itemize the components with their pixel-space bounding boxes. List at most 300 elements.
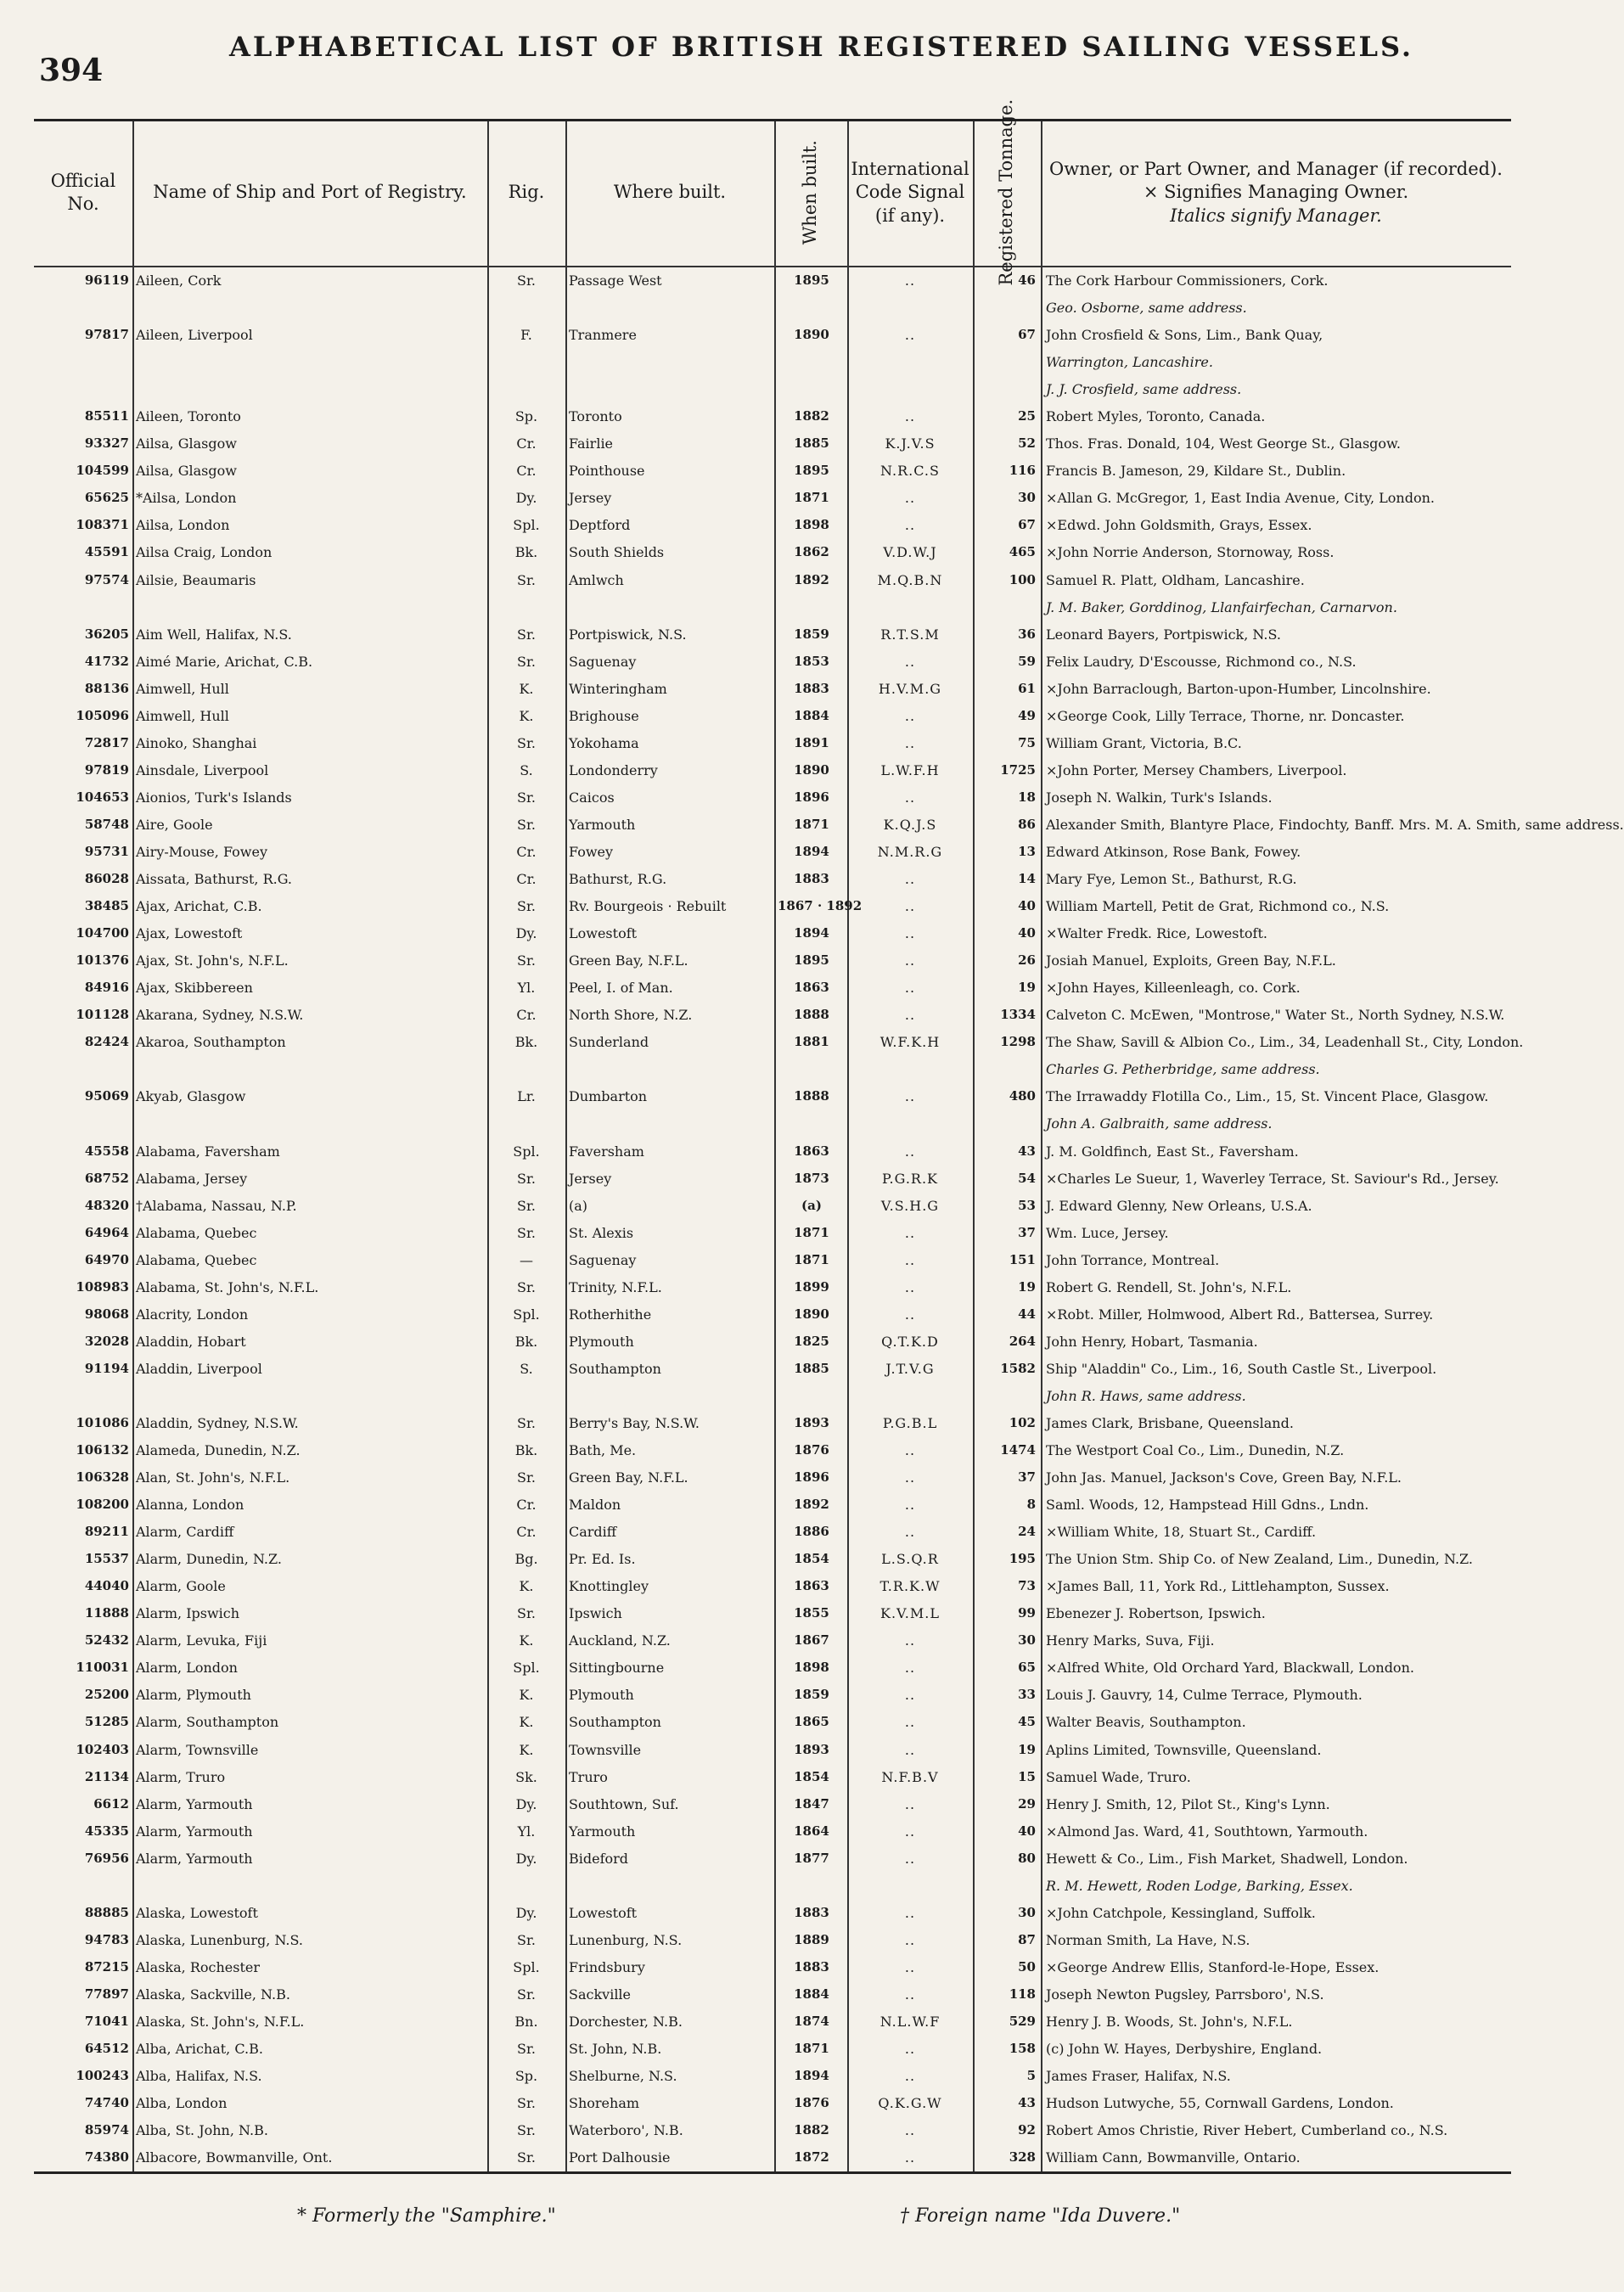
owner-cell: John Torrance, Montreal. [1046,1251,1220,1268]
when-built-cell: 1854 [794,1551,829,1567]
tonnage-cell: 19 [1018,1741,1036,1757]
where-built-cell: Plymouth [569,1687,634,1704]
official-number-cell: 58748 [84,816,129,832]
tonnage-cell: 30 [1018,1632,1036,1649]
tonnage-cell: 37 [1018,1224,1036,1240]
owner-cell: Louis J. Gauvry, 14, Culme Terrace, Plymouth. [1046,1687,1363,1704]
code-signal-cell: .. [904,1904,916,1921]
ship-name-cell: Ailsa, Glasgow [136,435,237,452]
footnote-foreign-name: † Foreign name "Ida Duvere." [900,2205,1181,2227]
ship-name-cell: Alan, St. John's, N.F.L. [136,1469,290,1486]
ship-name-cell: Alabama, Quebec [136,1251,257,1268]
tonnage-cell: 25 [1018,408,1036,424]
vessel-row [34,1851,1511,1867]
official-number-cell: 15537 [84,1551,129,1567]
official-number-cell: 88136 [84,680,129,696]
tonnage-cell: 1582 [1000,1360,1036,1376]
code-signal-cell: .. [904,1986,916,2003]
when-built-cell: 1863 [794,980,829,996]
owner-cell: John Crosfield & Sons, Lim., Bank Quay, [1046,327,1323,344]
vessel-row [34,1986,1511,2003]
when-built-cell: (a) [801,1197,822,1213]
tonnage-cell: 52 [1018,435,1036,452]
tonnage-cell: 118 [1009,1986,1036,2002]
official-number-cell: 65625 [84,490,129,506]
official-number-cell: 45335 [84,1823,129,1839]
ship-name-cell: Alaska, Sackville, N.B. [136,1986,290,2003]
rig-cell: Yl. [517,980,536,997]
ship-name-cell: Alba, London [136,2095,228,2112]
code-signal-cell: .. [904,517,916,534]
when-built-cell: 1859 [794,626,829,642]
when-built-cell: 1898 [794,517,829,533]
tonnage-cell: 195 [1009,1551,1036,1567]
ship-name-cell: Ajax, Skibbereen [136,980,253,997]
owner-cell: Hudson Lutwyche, 55, Cornwall Gardens, London. [1046,2095,1394,2112]
tonnage-cell: 59 [1018,653,1036,669]
tonnage-cell: 19 [1018,1278,1036,1295]
vessel-row [34,1605,1511,1621]
when-built-cell: 1886 [794,1524,829,1540]
tonnage-cell: 116 [1009,463,1036,479]
where-built-cell: Shoreham [569,2095,640,2112]
when-built-cell: 1859 [794,1687,829,1703]
official-number-cell: 74380 [84,2149,129,2166]
code-signal-cell: .. [904,1251,916,1268]
official-number-cell: 105096 [76,707,129,723]
code-signal-cell: .. [904,734,916,751]
where-built-cell: Yokohama [569,734,639,751]
official-number-cell: 95731 [84,843,129,859]
vessel-row [34,2095,1511,2111]
vessel-row [34,2041,1511,2057]
code-signal-cell: .. [904,490,916,507]
official-number-cell: 104599 [76,463,129,479]
official-number-cell: 45591 [84,544,129,560]
official-number-cell: 88885 [84,1904,129,1920]
header-tonnage-label: Registered Tonnage. [996,99,1017,286]
rig-cell: Cr. [516,463,537,480]
where-built-cell: Toronto [569,408,622,425]
official-number-cell: 94783 [84,1931,129,1947]
vessel-row [34,762,1511,778]
rig-cell: Bg. [514,1551,538,1568]
tonnage-cell: 54 [1018,1170,1036,1186]
owner-cell: J. Edward Glenny, New Orleans, U.S.A. [1046,1197,1312,1214]
rig-cell: Bk. [514,1333,538,1350]
code-signal-cell: .. [904,2122,916,2139]
where-built-cell: Rotherhithe [569,1306,652,1323]
official-number-cell: 45558 [84,1143,129,1159]
official-number-cell: 72817 [84,734,129,750]
where-built-cell: Sunderland [569,1034,649,1051]
rig-cell: Sr. [517,1170,536,1187]
where-built-cell: Ipswich [569,1605,622,1622]
vessel-row [34,1442,1511,1458]
vessel-row [34,1088,1511,1104]
owner-cell: Samuel Wade, Truro. [1046,1768,1191,1785]
rig-cell: S. [520,761,533,778]
when-built-cell: 1876 [794,2095,829,2111]
ship-name-cell: Aionios, Turk's Islands [136,789,292,806]
vessel-row [34,1415,1511,1431]
owner-cell: John Henry, Hobart, Tasmania. [1046,1333,1258,1350]
rig-cell: Dy. [515,1850,537,1867]
owner-cell: Samuel R. Platt, Oldham, Lancashire. [1046,571,1305,588]
when-built-cell: 1855 [794,1605,829,1621]
official-number-cell: 106328 [76,1469,129,1486]
ship-name-cell: Alaska, St. John's, N.F.L. [136,2014,305,2030]
rig-cell: Dy. [515,490,537,507]
vessel-row [34,789,1511,806]
official-number-cell: 64970 [84,1251,129,1267]
where-built-cell: Saguenay [569,653,637,670]
official-number-cell: 101086 [76,1414,129,1430]
ship-name-cell: Akyab, Glasgow [136,1088,246,1105]
where-built-cell: Bideford [569,1850,629,1867]
rig-cell: Dy. [515,1904,537,1921]
rig-cell: Bk. [514,544,538,561]
official-number-cell: 108371 [76,517,129,533]
owner-cell: J. M. Baker, Gorddinog, Llanfairfechan, Carnarvon. [1046,598,1397,615]
vessel-row-continuation [34,1061,1511,1077]
ship-name-cell: Alba, Halifax, N.S. [136,2068,262,2085]
where-built-cell: Saguenay [569,1251,637,1268]
vessel-row [34,871,1511,887]
owner-cell: Robert Amos Christie, River Hebert, Cumberland co., N.S. [1046,2122,1448,2139]
rig-cell: K. [519,1741,534,1758]
code-signal-cell: V.D.W.J [883,544,937,561]
official-number-cell: 52432 [84,1632,129,1649]
where-built-cell: Southampton [569,1360,661,1377]
ship-name-cell: Ainsdale, Liverpool [136,761,269,778]
code-signal-cell: .. [904,707,916,724]
vessel-row [34,463,1511,479]
ship-name-cell: Aladdin, Hobart [136,1333,246,1350]
rig-cell: Spl. [513,1660,540,1677]
code-signal-cell: .. [904,1741,916,1758]
official-number-cell: 97819 [84,761,129,778]
ship-name-cell: Airy-Mouse, Fowey [136,843,267,860]
official-number-cell: 96119 [84,272,129,288]
when-built-cell: 1893 [794,1741,829,1757]
ship-name-cell: Alabama, Quebec [136,1224,257,1241]
owner-cell: The Shaw, Savill & Albion Co., Lim., 34, Leadenhall St., City, London. [1046,1034,1524,1051]
when-built-cell: 1863 [794,1578,829,1594]
vessel-row [34,1469,1511,1486]
code-signal-cell: .. [904,1795,916,1812]
ship-name-cell: Alarm, Plymouth [136,1687,251,1704]
owner-cell: Robert G. Rendell, St. John's, N.F.L. [1046,1278,1292,1295]
code-signal-cell: N.F.B.V [881,1768,939,1785]
owner-cell: ×John Porter, Mersey Chambers, Liverpool. [1046,761,1347,778]
vessel-row [34,1714,1511,1730]
ship-name-cell: Alarm, Goole [136,1578,226,1595]
vessel-row [34,844,1511,860]
code-signal-cell: .. [904,1660,916,1677]
owner-cell: J. M. Goldfinch, East St., Faversham. [1046,1143,1299,1160]
vessel-row [34,735,1511,751]
owner-cell: Alexander Smith, Blantyre Place, Findochty, Banff. Mrs. M. A. Smith, same address. [1046,816,1624,833]
when-built-cell: 1883 [794,871,829,887]
code-signal-cell: .. [904,1278,916,1295]
where-built-cell: Sittingbourne [569,1660,665,1677]
ship-name-cell: Aimé Marie, Arichat, C.B. [136,653,313,670]
where-built-cell: Fairlie [569,435,614,452]
code-signal-cell: .. [904,1469,916,1486]
tonnage-cell: 529 [1009,2014,1036,2029]
tonnage-cell: 61 [1018,680,1036,696]
ship-name-cell: Alameda, Dunedin, N.Z. [136,1442,301,1459]
ship-name-cell: Alarm, Yarmouth [136,1795,253,1812]
vessel-row [34,1823,1511,1840]
vessel-row [34,1334,1511,1350]
when-built-cell: 1825 [794,1333,829,1349]
where-built-cell: Jersey [569,1170,612,1187]
tonnage-cell: 50 [1018,1958,1036,1975]
when-built-cell: 1867 [794,1632,829,1649]
vessel-row [34,898,1511,914]
rig-cell: Cr. [516,435,537,452]
code-signal-cell: .. [904,327,916,344]
owner-cell: The Cork Harbour Commissioners, Cork. [1046,272,1329,289]
rig-cell: Lr. [517,1088,536,1105]
rig-cell: Sr. [517,952,536,969]
rig-cell: K. [519,1632,534,1649]
official-number-cell: 68752 [84,1170,129,1186]
code-signal-cell: .. [904,1442,916,1459]
rig-cell: K. [519,1687,534,1704]
vessel-row [34,572,1511,588]
owner-cell: Ship "Aladdin" Co., Lim., 16, South Castle St., Liverpool. [1046,1360,1437,1377]
owner-cell: Norman Smith, La Have, N.S. [1046,1931,1250,1948]
vessel-row [34,1524,1511,1540]
when-built-cell: 1885 [794,1360,829,1376]
when-built-cell: 1895 [794,463,829,479]
vessel-row [34,1742,1511,1758]
official-number-cell: 21134 [84,1768,129,1784]
owner-cell: Walter Beavis, Southampton. [1046,1714,1246,1731]
rig-cell: Cr. [516,1524,537,1541]
tonnage-cell: 75 [1018,734,1036,750]
tonnage-cell: 73 [1018,1578,1036,1594]
code-signal-cell: K.Q.J.S [883,816,937,833]
code-signal-cell: .. [904,1632,916,1649]
vessel-row [34,1687,1511,1703]
code-signal-cell: M.Q.B.N [877,571,943,588]
rig-cell: Dy. [515,925,537,942]
rig-cell: S. [520,1360,533,1377]
where-built-cell: Tranmere [569,327,637,344]
rig-cell: Cr. [516,1007,537,1024]
ship-name-cell: Alaska, Lunenburg, N.S. [136,1931,303,1948]
code-signal-cell: .. [904,653,916,670]
where-built-cell: Yarmouth [569,1823,636,1840]
where-built-cell: Auckland, N.Z. [569,1632,671,1649]
when-built-cell: 1883 [794,1904,829,1920]
when-built-cell: 1853 [794,653,829,669]
ship-name-cell: Akarana, Sydney, N.S.W. [136,1007,304,1024]
vessel-row [34,681,1511,697]
when-built-cell: 1871 [794,1224,829,1240]
code-signal-cell: .. [904,2149,916,2166]
official-number-cell: 41732 [84,653,129,669]
official-number-cell: 91194 [84,1360,129,1376]
rig-cell: Cr. [516,1497,537,1514]
owner-cell: ×Alfred White, Old Orchard Yard, Blackwall, London. [1046,1660,1414,1677]
rig-cell: — [520,1251,533,1268]
code-signal-cell: L.W.F.H [880,761,940,778]
rig-cell: Sr. [517,734,536,751]
vessel-row-continuation [34,599,1511,615]
tonnage-cell: 92 [1018,2122,1036,2138]
tonnage-cell: 1298 [1000,1034,1036,1050]
vessel-row [34,626,1511,643]
vessel-register-table [34,99,1624,2174]
when-built-cell: 1854 [794,1768,829,1784]
owner-cell: William Grant, Victoria, B.C. [1046,734,1242,751]
where-built-cell: Trinity, N.F.L. [569,1278,662,1295]
where-built-cell: St. Alexis [569,1224,634,1241]
rig-cell: Spl. [513,1143,540,1160]
tonnage-cell: 158 [1009,2041,1036,2057]
vessel-row [34,2149,1511,2166]
tonnage-cell: 19 [1018,980,1036,996]
vessel-row [34,1361,1511,1377]
owner-cell: John R. Haws, same address. [1046,1387,1246,1404]
code-signal-cell: .. [904,408,916,425]
official-number-cell: 101376 [76,952,129,969]
vessel-row [34,2122,1511,2138]
owner-cell: Warrington, Lancashire. [1046,354,1213,371]
header-owner-lines [1049,158,1503,228]
owner-cell: R. M. Hewett, Roden Lodge, Barking, Essex. [1046,1877,1353,1894]
owner-cell: ×John Barraclough, Barton-upon-Humber, Lincolnshire. [1046,680,1431,697]
tonnage-cell: 40 [1018,925,1036,941]
where-built-cell: Southtown, Suf. [569,1795,679,1812]
where-built-cell: Amlwch [569,571,624,588]
official-number-cell: 101128 [76,1007,129,1023]
rig-cell: Bk. [514,1034,538,1051]
tonnage-cell: 264 [1009,1333,1036,1349]
vessel-row [34,1959,1511,1975]
where-built-cell: Southampton [569,1714,661,1731]
vessel-row [34,1171,1511,1187]
rig-cell: Dy. [515,1795,537,1812]
vessel-row [34,952,1511,969]
when-built-cell: 1863 [794,1143,829,1159]
tonnage-cell: 8 [1026,1497,1036,1513]
ship-name-cell: Alarm, Townsville [136,1741,259,1758]
official-number-cell: 84916 [84,980,129,996]
vessel-row [34,654,1511,670]
vessel-row-continuation [34,354,1511,370]
tonnage-cell: 43 [1018,2095,1036,2111]
ship-name-cell: Alba, Arichat, C.B. [136,2041,263,2058]
ship-name-cell: Aissata, Bathurst, R.G. [136,871,292,888]
code-signal-cell: R.T.S.M [880,626,940,643]
code-signal-cell: .. [904,1687,916,1704]
when-built-cell: 1864 [794,1823,829,1839]
when-built-cell: 1895 [794,952,829,969]
code-signal-cell: N.M.R.G [877,843,943,860]
where-built-cell: Winteringham [569,680,667,697]
owner-cell: William Cann, Bowmanville, Ontario. [1046,2149,1301,2166]
owner-cell: The Union Stm. Ship Co. of New Zealand, Lim., Dunedin, N.Z. [1046,1551,1473,1568]
official-number-cell: 98068 [84,1306,129,1322]
where-built-cell: Lowestoft [569,1904,638,1921]
code-signal-cell: N.R.C.S [880,463,940,480]
ship-name-cell: Alaska, Lowestoft [136,1904,258,1921]
ship-name-cell: Alarm, Truro [136,1768,226,1785]
vessel-row [34,435,1511,452]
code-signal-cell: Q.K.G.W [878,2095,942,2112]
where-built-cell: Port Dalhousie [569,2149,671,2166]
when-built-cell: 1894 [794,2068,829,2084]
rig-cell: Sr. [517,1931,536,1948]
rig-cell: Bk. [514,1442,538,1459]
tonnage-cell: 15 [1018,1768,1036,1784]
ship-name-cell: Alacrity, London [136,1306,249,1323]
vessel-row [34,517,1511,533]
when-built-cell: 1874 [794,2014,829,2029]
code-signal-cell: .. [904,1497,916,1514]
code-signal-cell: .. [904,272,916,289]
ship-name-cell: *Ailsa, London [136,490,237,507]
header-when-built-label: When built. [800,140,821,245]
vessel-row [34,1279,1511,1295]
tonnage-cell: 29 [1018,1795,1036,1812]
where-built-cell: Portpiswick, N.S. [569,626,687,643]
rig-cell: Sr. [517,1469,536,1486]
tonnage-cell: 24 [1018,1524,1036,1540]
tonnage-cell: 40 [1018,898,1036,914]
when-built-cell: 1877 [794,1850,829,1866]
official-number-cell: 93327 [84,435,129,452]
official-number-cell: 74740 [84,2095,129,2111]
owner-cell: ×Walter Fredk. Rice, Lowestoft. [1046,925,1267,942]
vessel-row [34,1252,1511,1268]
tonnage-cell: 45 [1018,1714,1036,1730]
code-signal-cell: P.G.B.L [882,1414,938,1431]
when-built-cell: 1882 [794,408,829,424]
where-built-cell: Green Bay, N.F.L. [569,1469,688,1486]
where-built-cell: Peel, I. of Man. [569,980,673,997]
owner-cell: ×George Andrew Ellis, Stanford-le-Hope, Essex. [1046,1958,1380,1975]
when-built-cell: 1896 [794,789,829,805]
official-number-cell: 86028 [84,871,129,887]
owner-cell: ×John Hayes, Killeenleagh, co. Cork. [1046,980,1301,997]
page-title: ALPHABETICAL LIST OF BRITISH REGISTERED SAILING VESSELS. [229,31,1414,63]
when-built-cell: 1883 [794,680,829,696]
code-signal-cell: .. [904,1007,916,1024]
official-number-cell: 89211 [84,1524,129,1540]
tonnage-cell: 53 [1018,1197,1036,1213]
tonnage-cell: 100 [1009,571,1036,587]
owner-cell: Edward Atkinson, Rose Bank, Fowey. [1046,843,1301,860]
when-built-cell: 1881 [794,1034,829,1050]
rig-cell: Sr. [517,2041,536,2058]
where-built-cell: Dorchester, N.B. [569,2014,683,2030]
where-built-cell: Shelburne, N.S. [569,2068,677,2085]
vessel-row [34,490,1511,506]
vessel-row [34,1306,1511,1323]
when-built-cell: 1871 [794,2041,829,2057]
official-number-cell: 87215 [84,1958,129,1975]
vessel-row [34,1034,1524,1051]
where-built-cell: St. John, N.B. [569,2041,662,2058]
ship-name-cell: Alabama, St. John's, N.F.L. [136,1278,319,1295]
